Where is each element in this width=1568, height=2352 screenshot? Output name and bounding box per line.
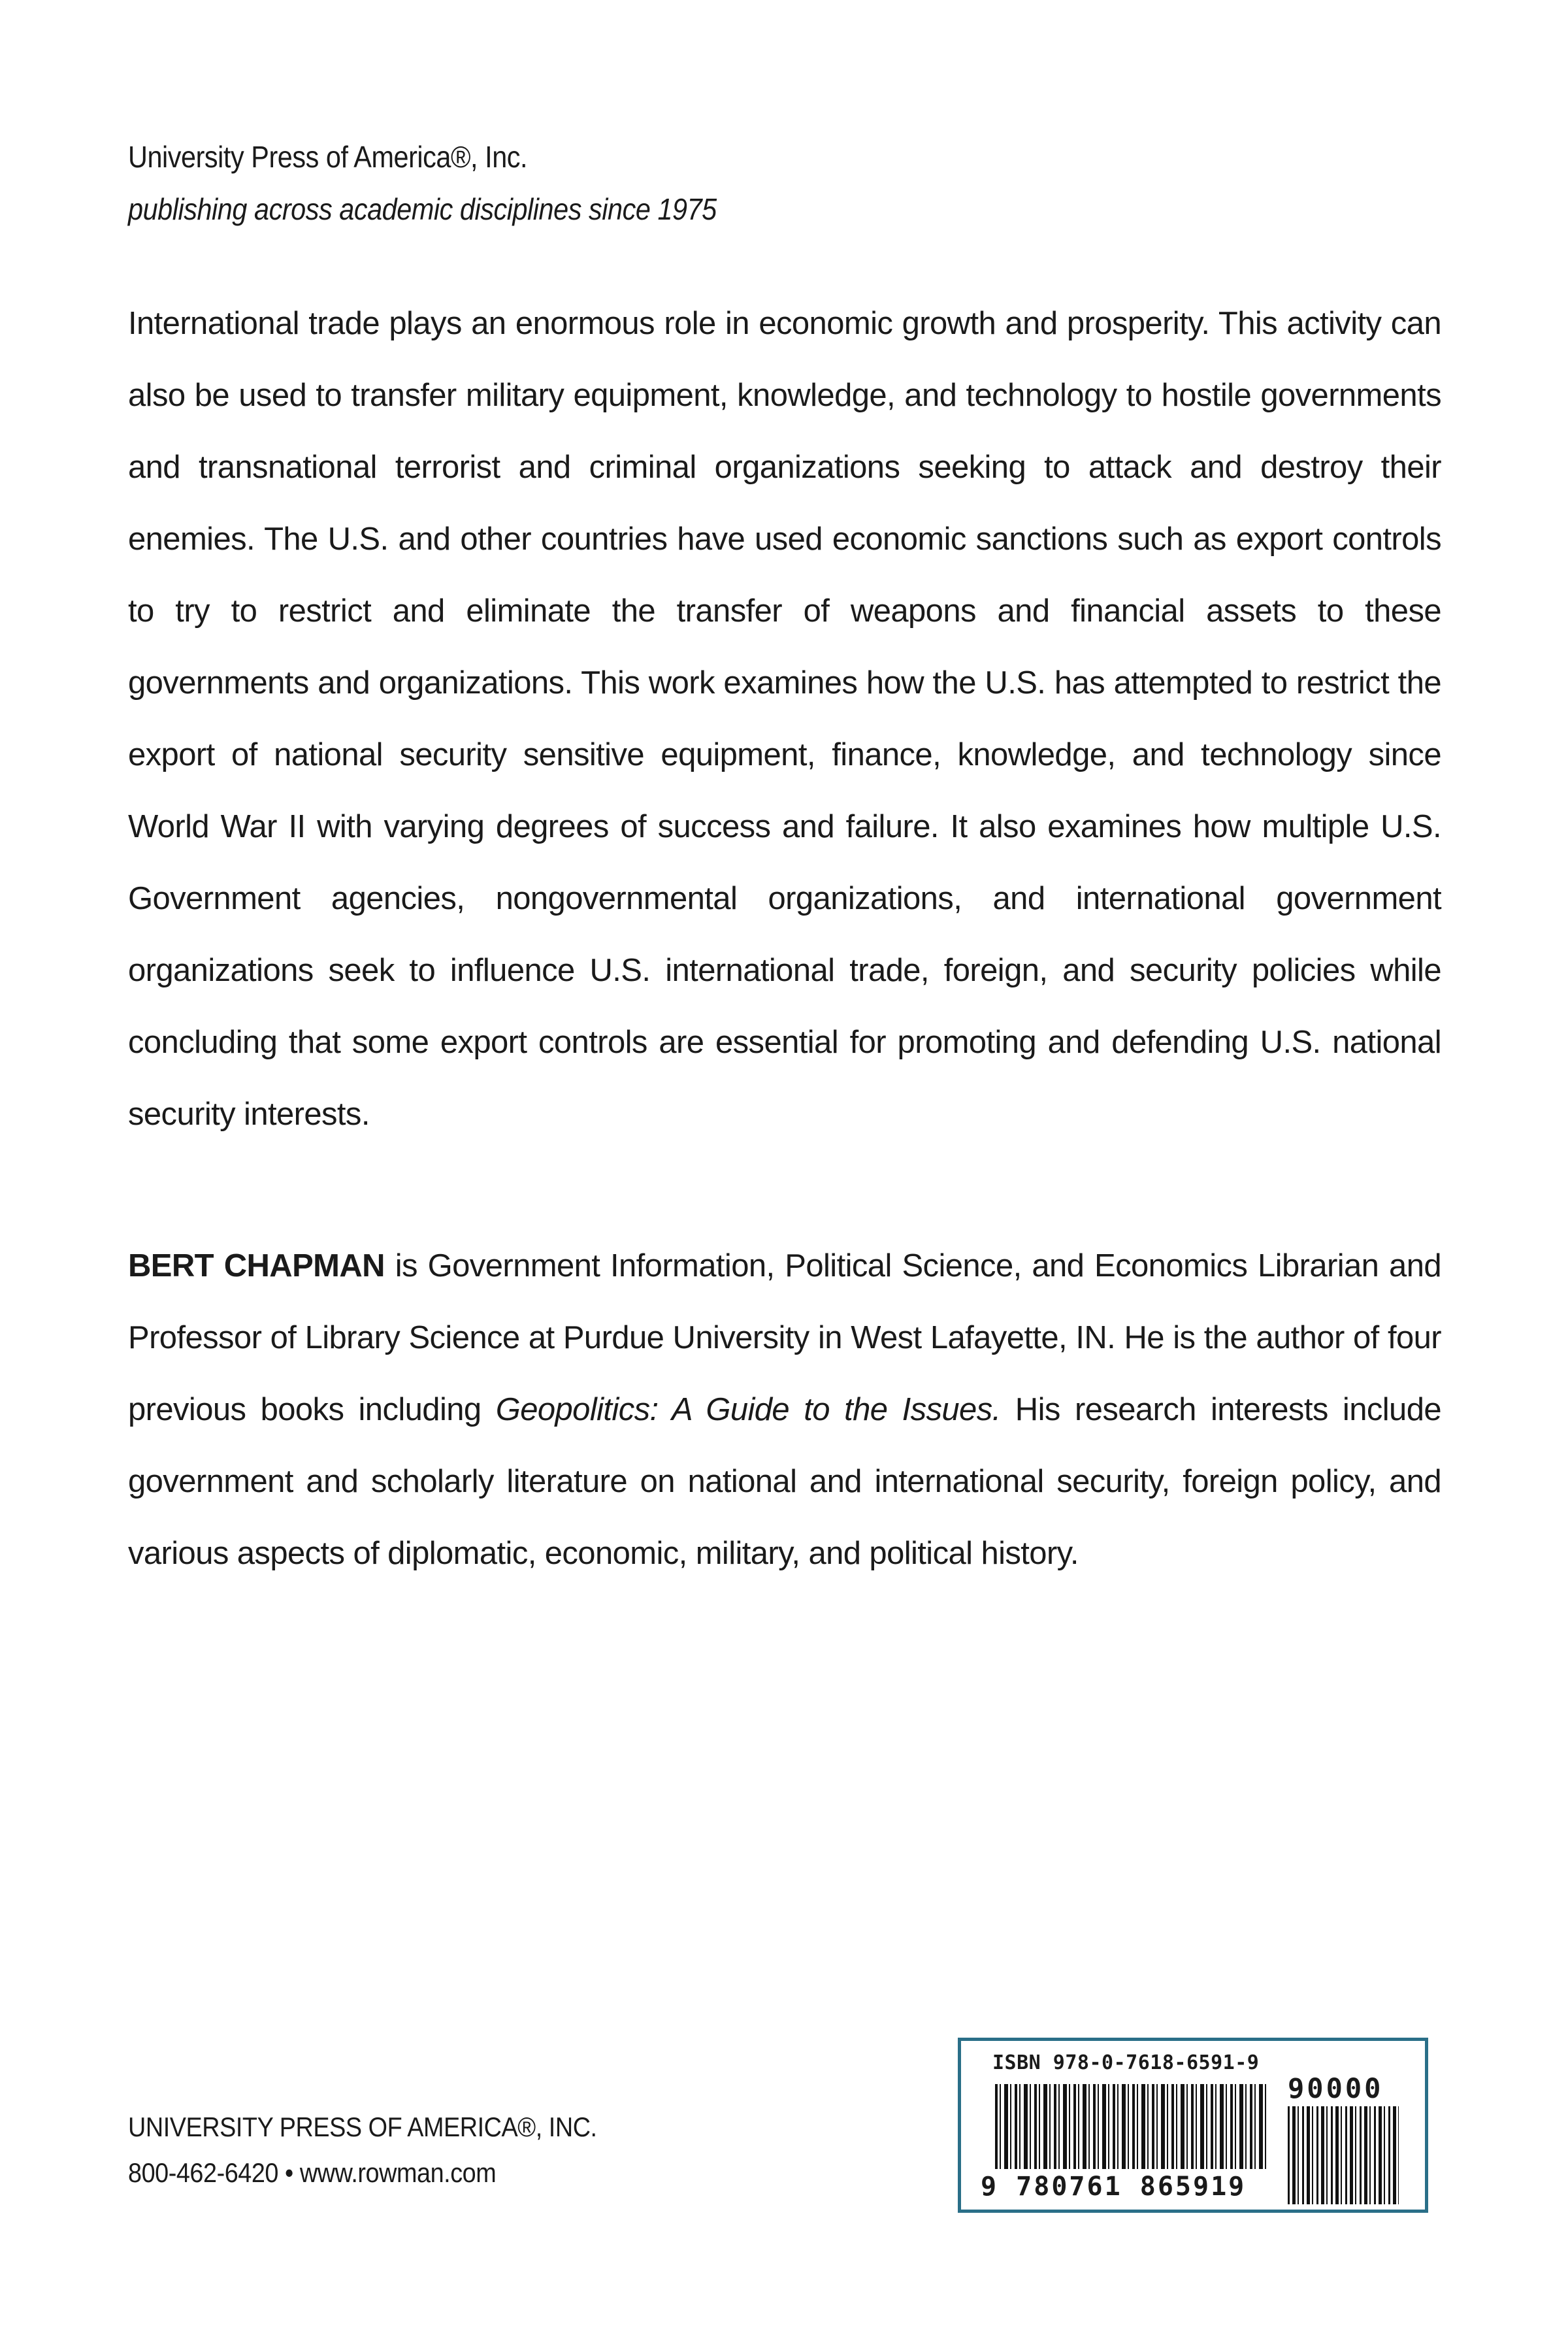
book-description: International trade plays an enormous role in economic growth and prosperity. This activity can also be used to transfer military equipment, knowledge, and technology to hostile governments and transnational terrorist and criminal organizations seeking to attack and destroy their enemies. The U.S. and other countries have used economic sanctions such as export controls to try to restrict and eliminate the transfer of weapons and financial assets to these governments and organizations. This work examines how the U.S. has attempted to restrict the export of national security sensitive equipment, finance, knowledge, and technology since World War II with varying degrees of success and failure. It also examines how multiple U.S. Government agencies, nongovernmental organizations, and international government organizations seek to influence U.S. international trade, foreign, and security policies while concluding that some export controls are essential for promoting and defending U.S. national security interests. — [128, 306, 1441, 1132]
publisher-footer-name: UNIVERSITY PRESS OF AMERICA®, INC. — [128, 2112, 597, 2142]
isbn-label: ISBN 978-0-7618-6591-9 — [992, 2051, 1260, 2074]
publisher-tagline: publishing across academic disciplines since 1975 — [128, 192, 717, 226]
publisher-footer — [128, 2104, 649, 2196]
publisher-header — [128, 131, 1435, 235]
barcode-addon-digits: 90000 — [1288, 2072, 1384, 2104]
barcode-digits: 9 780761 865919 — [981, 2172, 1247, 2202]
author-bio-text-1: is Government Information, Political Science, and Economics Librarian and Professor of Library Science at Purdue University in West Lafayette, IN. He is the author of four previous books including — [128, 1248, 1441, 1427]
barcode-icon — [995, 2084, 1269, 2169]
isbn-barcode-box — [958, 2038, 1428, 2213]
author-bio — [128, 1230, 1441, 1589]
barcode-addon-icon — [1288, 2106, 1399, 2204]
author-bio-text-2: His research interests include government and scholarly literature on national and international security, foreign policy, and various aspects of diplomatic, economic, military, and political history. — [128, 1392, 1442, 1571]
publisher-name: University Press of America®, Inc. — [128, 140, 528, 174]
publisher-contact: 800-462-6420 • www.rowman.com — [128, 2157, 497, 2188]
previous-book-title: Geopolitics: A Guide to the Issues. — [495, 1392, 1001, 1427]
author-name: BERT CHAPMAN — [128, 1248, 385, 1284]
